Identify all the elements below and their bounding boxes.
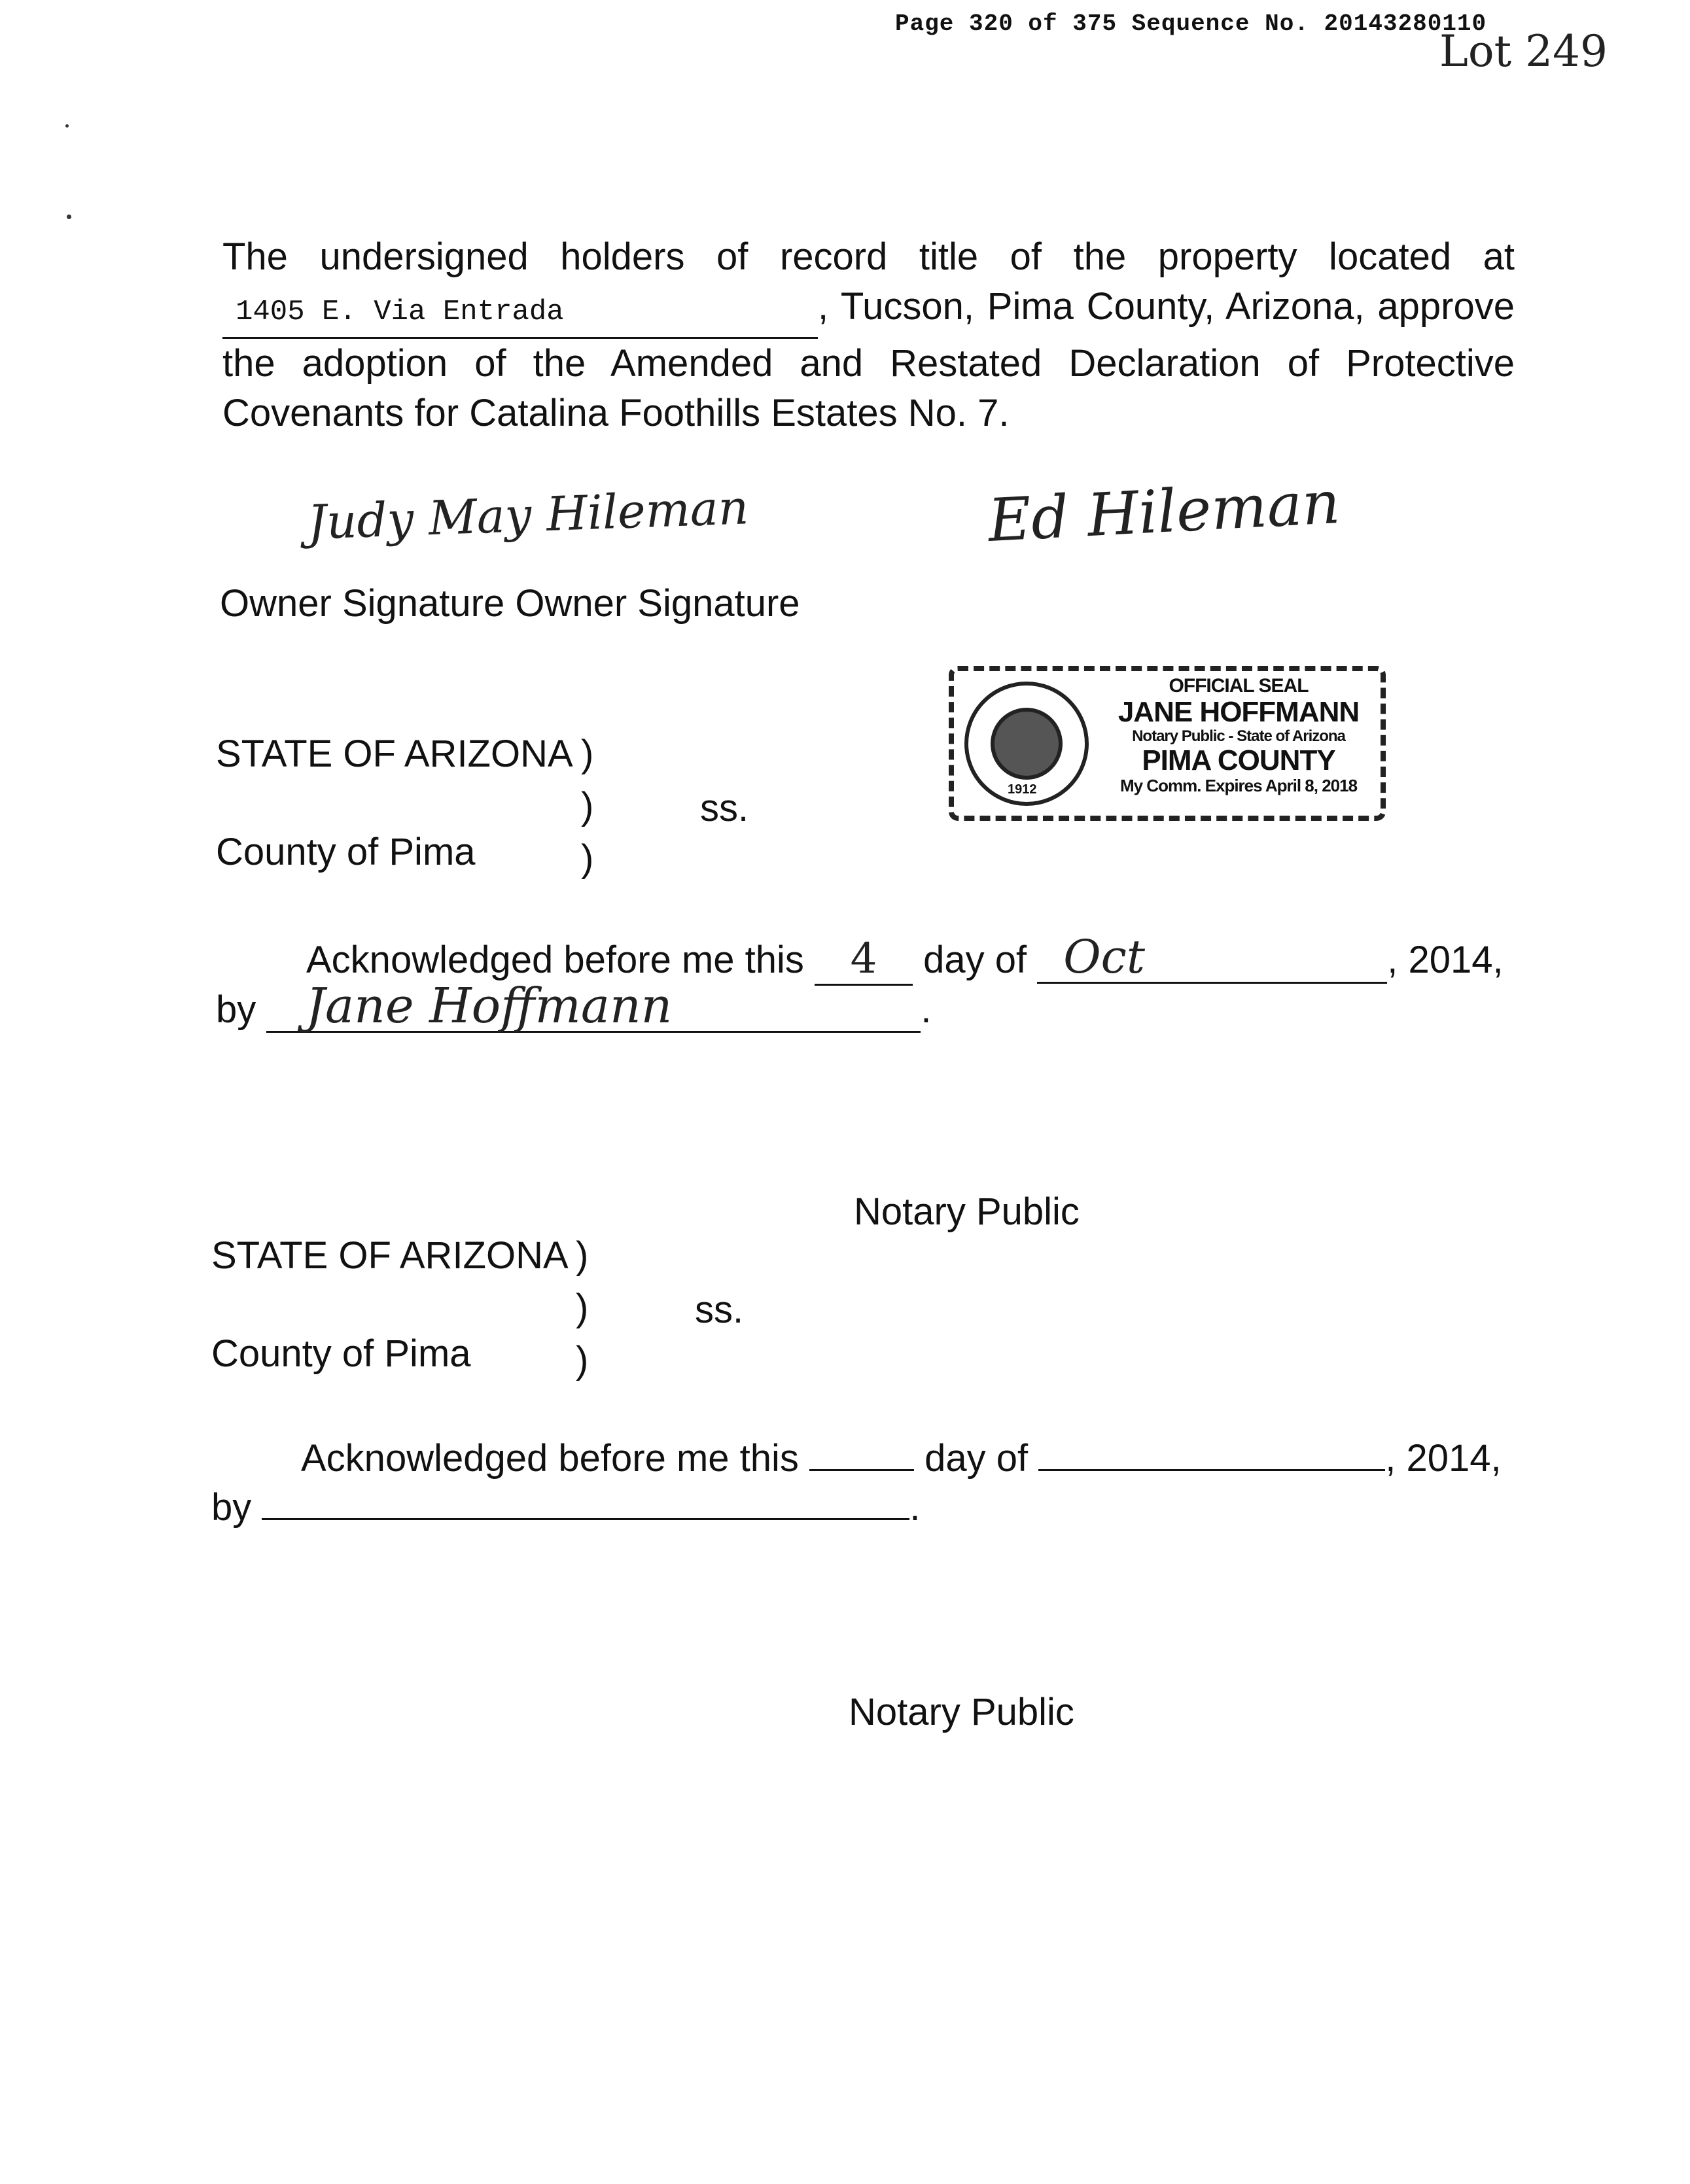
block2-paren-3: ) xyxy=(576,1339,589,1381)
block1-day-value: 4 xyxy=(815,934,913,986)
intro-paragraph xyxy=(222,232,1515,438)
block2-day-of: day of xyxy=(924,1437,1029,1480)
official-seal-stamp xyxy=(949,666,1386,821)
seal-emblem-year: 1912 xyxy=(1008,782,1037,797)
seal-name: JANE HOFFMANN xyxy=(1118,696,1360,728)
margin-mark xyxy=(67,215,71,219)
intro-line-2-text: , Tucson, Pima County, Arizona, approve xyxy=(818,285,1515,328)
block2-ack-line xyxy=(301,1432,1502,1483)
block1-day-of: day of xyxy=(923,939,1027,981)
block2-ss: ss. xyxy=(695,1289,744,1331)
intro-line-4: Covenants for Catalina Foothills Estates No. 7. xyxy=(222,392,1010,434)
block2-period: . xyxy=(909,1486,921,1529)
block1-ss: ss. xyxy=(700,787,749,829)
block1-by-value: Jane Hoffmann xyxy=(266,981,921,1033)
intro-line-3: the adoption of the Amended and Restated Declaration of Protective xyxy=(222,342,1515,385)
property-address: 1405 E. Via Entrada xyxy=(222,287,818,339)
block1-paren-3: ) xyxy=(581,837,594,880)
seal-emblem-inner xyxy=(991,708,1063,780)
block2-by-line xyxy=(211,1482,921,1533)
block1-by-line xyxy=(216,978,932,1035)
seal-expires: My Comm. Expires April 8, 2018 xyxy=(1119,776,1358,795)
seal-emblem xyxy=(964,682,1089,806)
block2-by: by xyxy=(211,1486,252,1529)
block2-paren-1: ) xyxy=(576,1234,589,1277)
block1-paren-1: ) xyxy=(581,733,594,775)
block2-by-blank xyxy=(262,1482,909,1520)
block1-notary-label: Notary Public xyxy=(854,1190,1080,1233)
seal-title: OFFICIAL SEAL xyxy=(1169,675,1309,697)
block1-state: STATE OF ARIZONA xyxy=(216,733,573,775)
block2-county: County of Pima xyxy=(211,1332,471,1375)
owner2-signature: Ed Hileman xyxy=(986,468,1342,556)
block2-notary-label: Notary Public xyxy=(849,1691,1074,1733)
block2-year: , 2014, xyxy=(1385,1437,1502,1480)
block2-paren-2: ) xyxy=(576,1287,589,1329)
block1-paren-2: ) xyxy=(581,785,594,827)
block2-day-blank xyxy=(809,1432,914,1471)
lot-handwritten-note: Lot 249 xyxy=(1439,26,1608,77)
intro-line-2 xyxy=(222,282,1515,339)
block1-ack-prefix: Acknowledged before me this xyxy=(306,939,804,981)
block2-ack-prefix: Acknowledged before me this xyxy=(301,1437,799,1480)
seal-county: PIMA COUNTY xyxy=(1142,744,1335,776)
seal-text-block xyxy=(1095,675,1382,796)
block2-state: STATE OF ARIZONA xyxy=(211,1234,569,1277)
block1-year: , 2014, xyxy=(1387,939,1504,981)
block1-by: by xyxy=(216,988,256,1031)
owner-signature-label: Owner Signature Owner Signature xyxy=(220,582,800,625)
margin-mark xyxy=(65,124,69,128)
seal-role: Notary Public - State of Arizona xyxy=(1132,727,1345,745)
page-sequence-header: Page 320 of 375 Sequence No. 20143280110 xyxy=(895,10,1487,37)
owner1-signature: Judy May Hileman xyxy=(306,479,750,550)
block1-county: County of Pima xyxy=(216,831,476,873)
block1-month-value: Oct xyxy=(1037,932,1387,984)
block1-period: . xyxy=(921,988,932,1031)
block2-month-blank xyxy=(1038,1432,1385,1471)
intro-line-1: The undersigned holders of record title of the property located at xyxy=(222,235,1515,278)
